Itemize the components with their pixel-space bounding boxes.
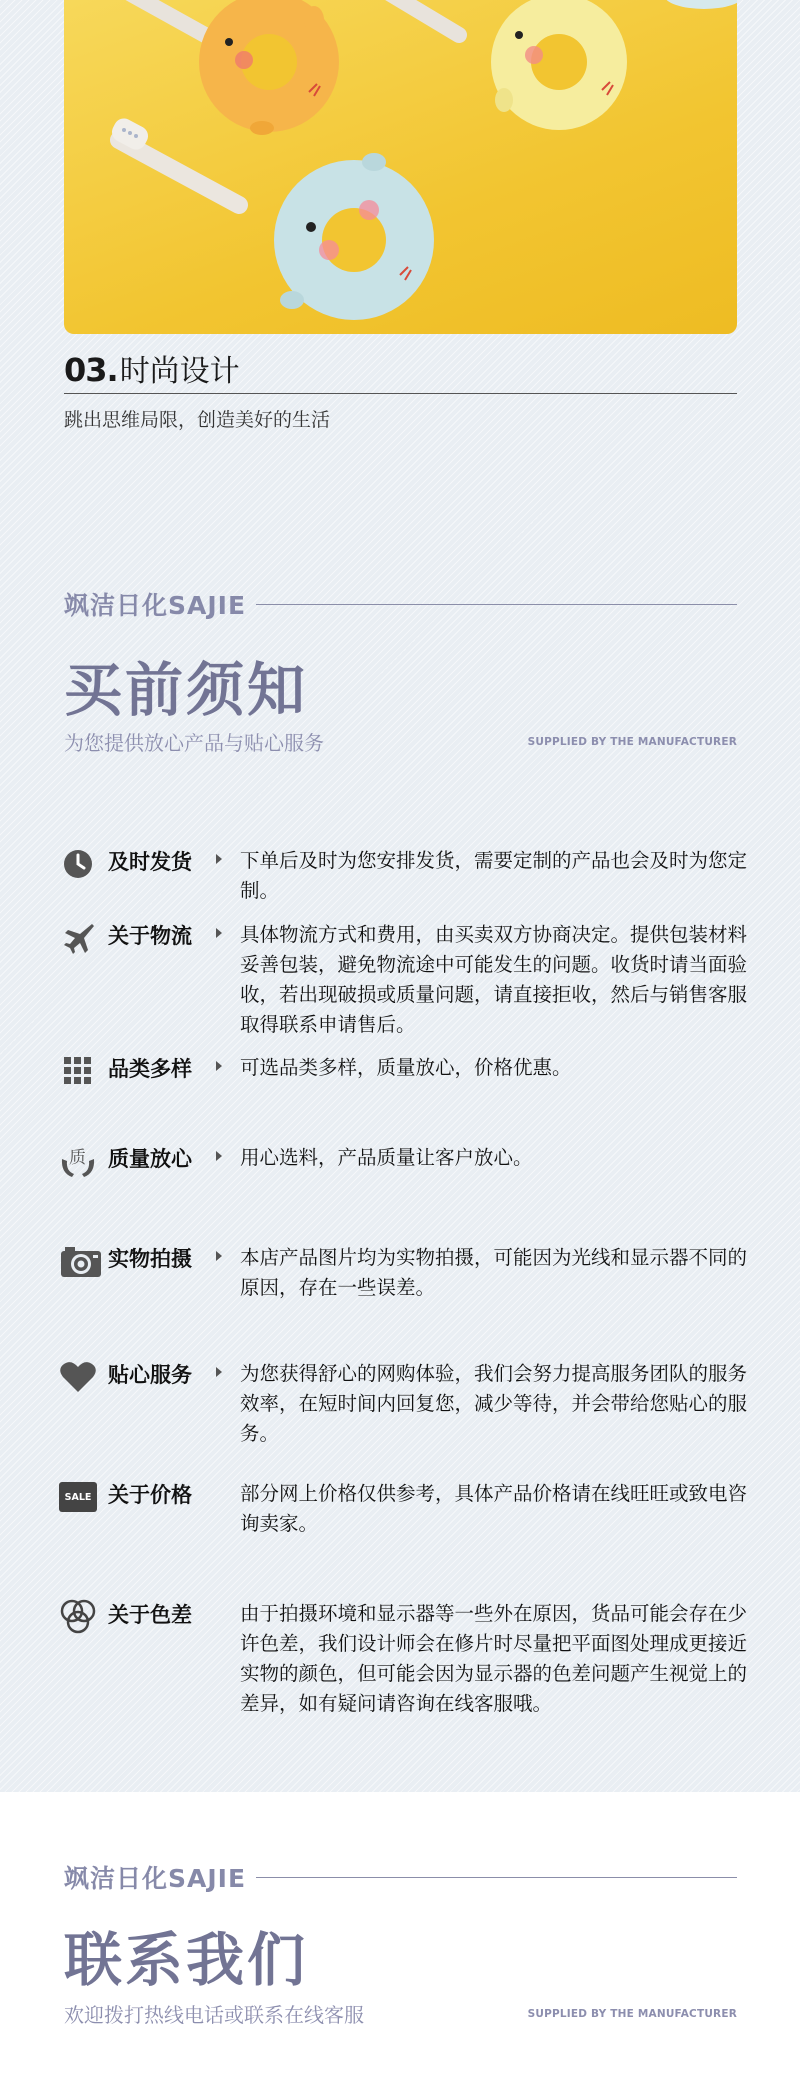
design-title: 时尚设计 xyxy=(119,354,240,389)
design-subtitle: 跳出思维局限，创造美好的生活 xyxy=(64,409,331,431)
notice-label: 质量放心 xyxy=(108,1147,192,1171)
quality-char: 质 xyxy=(69,1148,86,1168)
design-heading xyxy=(64,346,240,390)
supplied-by: SUPPLIED BY THE MANUFACTURER xyxy=(527,2007,737,2020)
contact-title: 联系我们 xyxy=(64,1926,309,1994)
notice-label: 品类多样 xyxy=(108,1057,192,1081)
notice-subtitle: 为您提供放心产品与贴心服务 xyxy=(64,731,324,755)
notice-desc: 为您获得舒心的网购体验，我们会努力提高服务团队的服务效率，在短时间内回复您，减少等待，并会带给您贴心的服务。 xyxy=(240,1362,748,1445)
arrow-icon xyxy=(216,1061,222,1071)
grid-icon xyxy=(58,1051,98,1091)
arrow-icon xyxy=(216,1367,222,1377)
sale-tag-icon xyxy=(58,1477,98,1517)
notice-label: 实物拍摄 xyxy=(108,1247,192,1271)
arrow-icon xyxy=(216,1251,222,1261)
notice-label: 关于物流 xyxy=(108,924,192,948)
notice-desc: 本店产品图片均为实物拍摄，可能因为光线和显示器不同的原因，存在一些误差。 xyxy=(240,1246,748,1299)
arrow-icon xyxy=(216,854,222,864)
notice-brand-row xyxy=(64,589,737,619)
notice-desc: 具体物流方式和费用，由买卖双方协商决定。提供包装材料妥善包装，避免物流途中可能发生的问题。收货时请当面验收，若出现破损或质量问题，请直接拒收，然后与销售客服取得联系申请售后。 xyxy=(240,923,748,1036)
sale-text: SALE xyxy=(64,1491,92,1503)
arrow-icon xyxy=(216,928,222,938)
brand-name: 飒洁日化SAJIE xyxy=(64,591,247,620)
heart-icon xyxy=(58,1357,98,1397)
notice-desc: 可选品类多样，质量放心，价格优惠。 xyxy=(240,1056,572,1079)
design-number: 03. xyxy=(64,351,118,389)
camera-icon xyxy=(58,1241,104,1281)
brand-divider xyxy=(256,1877,737,1878)
contact-subtitle: 欢迎拨打热线电话或联系在线客服 xyxy=(64,2003,364,2027)
notice-label: 关于价格 xyxy=(108,1483,192,1507)
brand-name: 飒洁日化SAJIE xyxy=(64,1864,247,1893)
notice-desc: 由于拍摄环境和显示器等一些外在原因，货品可能会存在少许色差，我们设计师会在修片时尽量把平面图处理成更接近实物的颜色，但可能会因为显示器的色差问题产生视觉上的差异，如有疑问请咨询在线客服哦。 xyxy=(240,1602,748,1715)
notice-desc: 部分网上价格仅供参考，具体产品价格请在线旺旺或致电咨询卖家。 xyxy=(240,1482,748,1535)
quality-hands-icon xyxy=(58,1141,98,1181)
supplied-by: SUPPLIED BY THE MANUFACTURER xyxy=(527,735,737,748)
notice-title: 买前须知 xyxy=(64,656,309,724)
clock-icon xyxy=(58,844,98,884)
notice-desc: 用心选料，产品质量让客户放心。 xyxy=(240,1146,533,1169)
toothbrush-illustration xyxy=(64,0,737,334)
color-circles-icon xyxy=(58,1597,98,1637)
arrow-icon xyxy=(216,1151,222,1161)
notice-label: 及时发货 xyxy=(108,850,192,874)
contact-sub-row xyxy=(64,1999,737,2028)
notice-label: 关于色差 xyxy=(108,1603,192,1627)
divider xyxy=(64,393,737,394)
notice-desc: 下单后及时为您安排发货，需要定制的产品也会及时为您定制。 xyxy=(240,849,748,902)
product-photo xyxy=(64,0,737,334)
airplane-icon xyxy=(58,918,98,958)
brand-divider xyxy=(256,604,737,605)
notice-sub-row xyxy=(64,727,737,756)
contact-brand-row xyxy=(64,1862,737,1892)
notice-label: 贴心服务 xyxy=(108,1363,192,1387)
